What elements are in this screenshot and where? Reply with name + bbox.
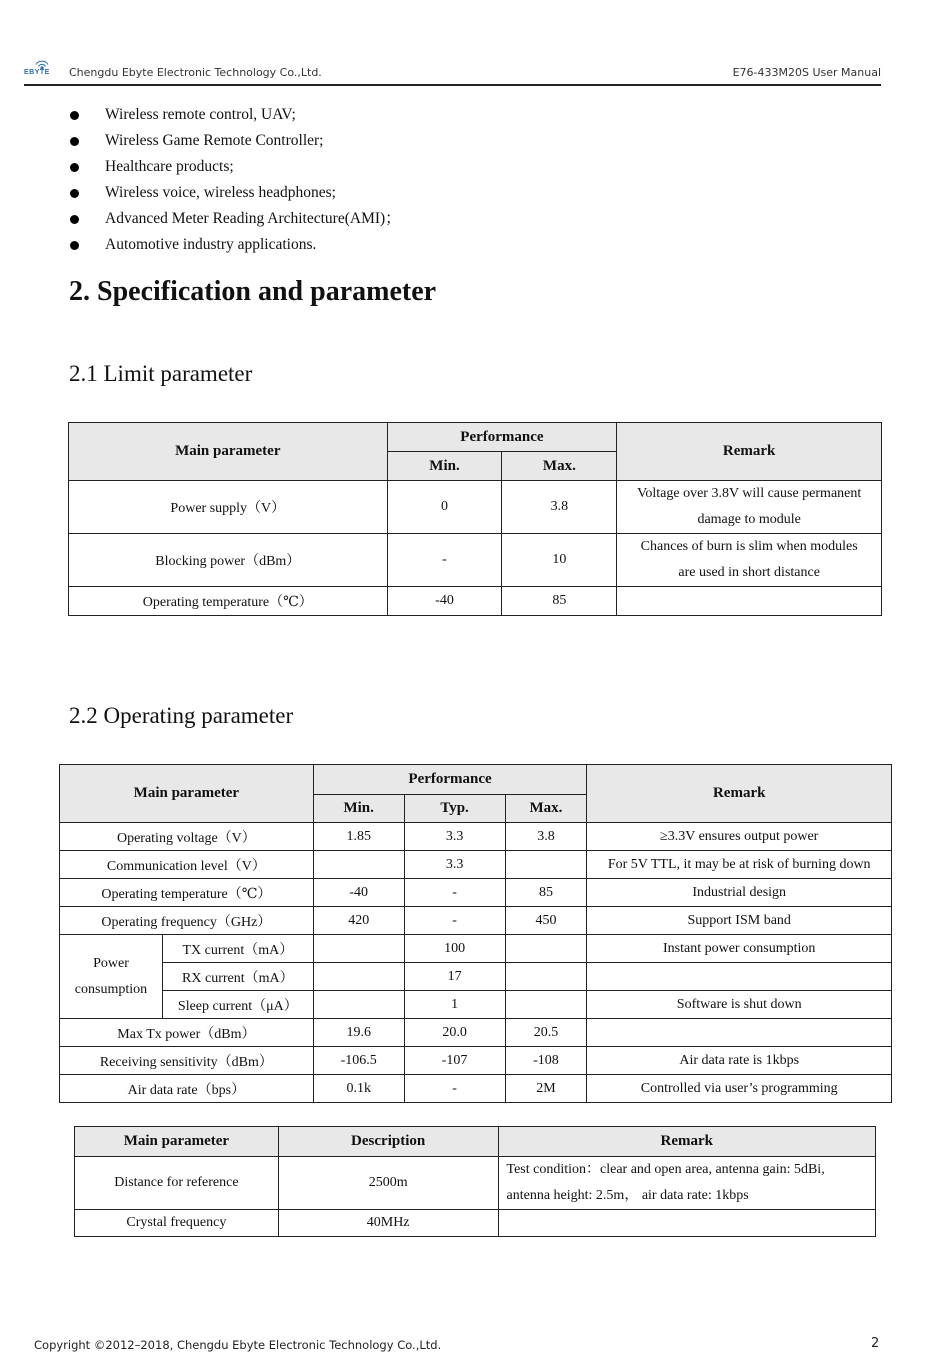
list-item: Automotive industry applications. bbox=[70, 234, 401, 260]
bullet-icon bbox=[70, 137, 79, 146]
header-main-parameter: Main parameter bbox=[69, 423, 388, 481]
table-row: Operating frequency（GHz） 420 - 450 Support ISM band bbox=[60, 907, 892, 935]
bullet-icon bbox=[70, 215, 79, 224]
operating-parameter-title: 2.2 Operating parameter bbox=[69, 703, 294, 728]
bullet-icon bbox=[70, 111, 79, 120]
header-max: Max. bbox=[502, 452, 617, 481]
table-row: Distance for reference 2500m Test condition：clear and open area, antenna gain: 5dBi, antenna height: 2.5m， air data rate: 1kbps bbox=[75, 1157, 876, 1210]
table-row: Air data rate（bps） 0.1k - 2M Controlled via user’s programming bbox=[60, 1075, 892, 1103]
limit-parameter-title: 2.1 Limit parameter bbox=[69, 361, 253, 386]
header-typ: Typ. bbox=[404, 795, 505, 823]
header-description: Description bbox=[278, 1127, 498, 1157]
list-item: Wireless remote control, UAV; bbox=[70, 104, 401, 130]
table-row: Communication level（V） 3.3 For 5V TTL, it may be at risk of burning down bbox=[60, 851, 892, 879]
header-remark: Remark bbox=[587, 765, 892, 823]
header-remark: Remark bbox=[617, 423, 882, 481]
limit-parameter-table bbox=[68, 422, 882, 616]
header-performance: Performance bbox=[313, 765, 587, 795]
table-row: Blocking power（dBm） - 10 Chances of burn is slim when modules are used in short distance bbox=[69, 534, 882, 587]
power-consumption-label: Power consumption bbox=[60, 935, 163, 1019]
header-main-parameter: Main parameter bbox=[75, 1127, 279, 1157]
list-item: Healthcare products; bbox=[70, 156, 401, 182]
table-row: RX current（mA） 17 bbox=[60, 963, 892, 991]
header-performance: Performance bbox=[387, 423, 617, 452]
table-row: Operating voltage（V） 1.85 3.3 3.8 ≥3.3V ensures output power bbox=[60, 823, 892, 851]
header-max: Max. bbox=[505, 795, 587, 823]
list-item: Advanced Meter Reading Architecture(AMI)； bbox=[70, 208, 401, 234]
logo-text: EBYTE bbox=[24, 69, 50, 76]
application-list bbox=[70, 104, 401, 260]
header-company: Chengdu Ebyte Electronic Technology Co.,Ltd. bbox=[69, 66, 322, 79]
table-row: Power supply（V） 0 3.8 Voltage over 3.8V will cause permanent damage to module bbox=[69, 481, 882, 534]
operating-parameter-table bbox=[59, 764, 892, 1103]
table-row: Crystal frequency 40MHz bbox=[75, 1210, 876, 1237]
table-row: Power consumption TX current（mA） 100 Instant power consumption bbox=[60, 935, 892, 963]
header-remark: Remark bbox=[498, 1127, 875, 1157]
page-number: 2 bbox=[871, 1336, 880, 1351]
table-row: Receiving sensitivity（dBm） -106.5 -107 -108 Air data rate is 1kbps bbox=[60, 1047, 892, 1075]
ebyte-logo bbox=[24, 60, 60, 82]
bullet-icon bbox=[70, 189, 79, 198]
footer-copyright: Copyright ©2012–2018, Chengdu Ebyte Electronic Technology Co.,Ltd. bbox=[34, 1338, 442, 1352]
table-row: Operating temperature（℃） -40 85 bbox=[69, 587, 882, 616]
table-row: Max Tx power（dBm） 19.6 20.0 20.5 bbox=[60, 1019, 892, 1047]
header-doc-title: E76-433M20S User Manual bbox=[732, 66, 881, 79]
table-row: Operating temperature（℃） -40 - 85 Industrial design bbox=[60, 879, 892, 907]
table-row: Sleep current（μA） 1 Software is shut down bbox=[60, 991, 892, 1019]
reference-parameter-table bbox=[74, 1126, 876, 1237]
list-item: Wireless Game Remote Controller; bbox=[70, 130, 401, 156]
section-title: 2. Specification and parameter bbox=[69, 276, 437, 307]
bullet-icon bbox=[70, 241, 79, 250]
header-min: Min. bbox=[313, 795, 404, 823]
header-min: Min. bbox=[387, 452, 502, 481]
list-item: Wireless voice, wireless headphones; bbox=[70, 182, 401, 208]
header-main-parameter: Main parameter bbox=[60, 765, 314, 823]
bullet-icon bbox=[70, 163, 79, 172]
page-header bbox=[24, 60, 881, 86]
